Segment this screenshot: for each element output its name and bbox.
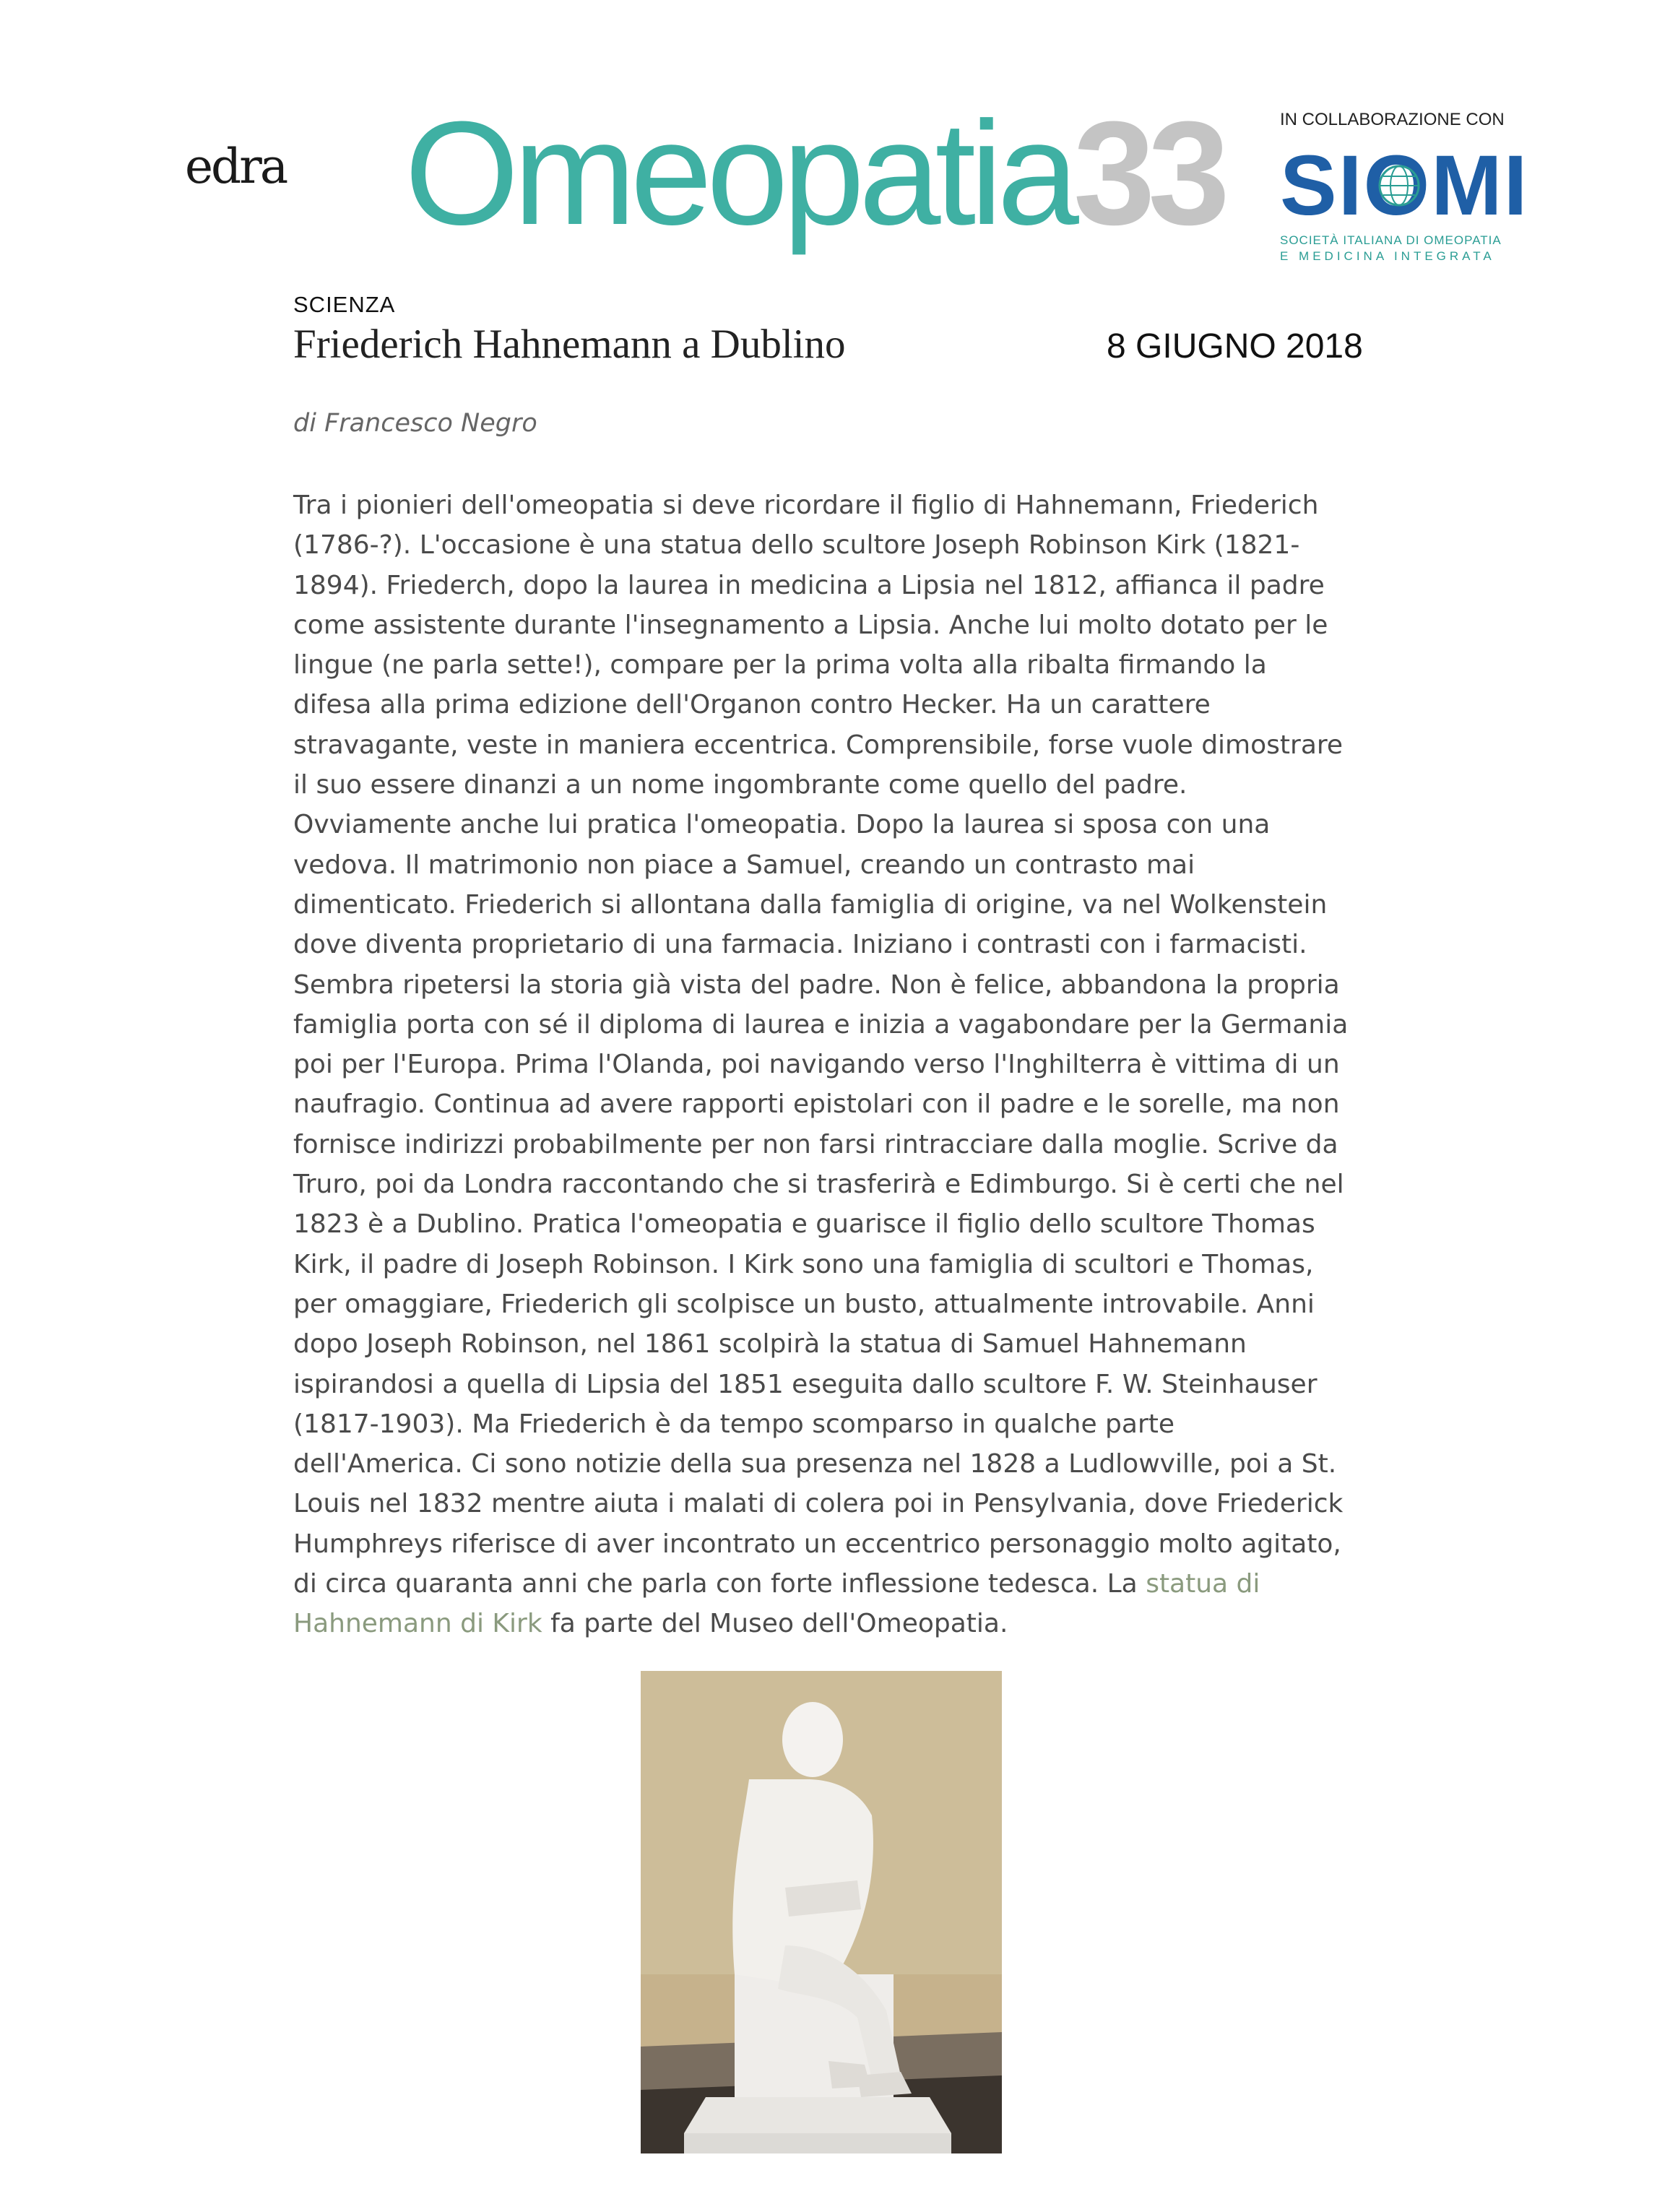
body-line: 1894). Friederch, dopo la laurea in medicina a Lipsia nel 1812, affianca il padre	[293, 570, 1325, 600]
body-line: dopo Joseph Robinson, nel 1861 scolpirà la statua di Samuel Hahnemann	[293, 1329, 1247, 1360]
body-line: difesa alla prima edizione dell'Organon contro Hecker. Ha un carattere	[293, 690, 1211, 720]
article	[293, 292, 1377, 1639]
section-label: SCIENZA	[293, 292, 396, 317]
body-line: fornisce indirizzi probabilmente per non farsi rintracciare dalla moglie. Scrive da	[293, 1129, 1338, 1159]
body-line	[293, 1604, 1384, 1643]
siomi-subtitle-line1: SOCIETÀ ITALIANA DI OMEOPATIA	[1280, 233, 1502, 247]
article-title: Friederich Hahnemann a Dublino	[293, 321, 846, 367]
statue-photo	[641, 1671, 1002, 2153]
body-line: Ovviamente anche lui pratica l'omeopatia. Dopo la laurea si sposa con una	[293, 810, 1271, 840]
statue-image	[641, 1671, 1002, 2153]
edra-logo	[185, 139, 287, 194]
body-line: per omaggiare, Friederich gli scolpisce un busto, attualmente introvabile. Anni	[293, 1289, 1315, 1319]
body-line: vedova. Il matrimonio non piace a Samuel, creando un contrasto mai	[293, 850, 1195, 880]
body-line: dell'America. Ci sono notizie della sua presenza nel 1828 a Ludlowville, poi a St.	[293, 1449, 1337, 1479]
partner-block	[1280, 110, 1529, 264]
edra-logo-text: edra	[185, 139, 287, 194]
body-line: dimenticato. Friederich si allontana dalla famiglia di origine, va nel Wolkenstein	[293, 889, 1328, 920]
siomi-subtitle-line2: E MEDICINA INTEGRATA	[1280, 249, 1495, 263]
body-line: come assistente durante l'insegnamento a Lipsia. Anche lui molto dotato per le	[293, 610, 1328, 640]
page-header	[0, 0, 1670, 275]
body-line: dove diventa proprietario di una farmacia. Iniziano i contrasti con i farmacisti.	[293, 930, 1307, 960]
body-line: Truro, poi da Londra raccontando che si trasferirà e Edimburgo. Si è certi che nel	[293, 1170, 1344, 1200]
body-line: naufragio. Continua ad avere rapporti epistolari con il padre e le sorelle, ma non	[293, 1089, 1340, 1120]
siomi-subtitle	[1280, 233, 1518, 264]
body-line-text: di circa quaranta anni che parla con forte inflessione tedesca. La	[293, 1569, 1138, 1599]
body-line: poi per l'Europa. Prima l'Olanda, poi navigando verso l'Inghilterra è vittima di un	[293, 1050, 1340, 1080]
body-line-text: fa parte del Museo dell'Omeopatia.	[542, 1609, 1008, 1639]
statue-link-continued[interactable]: Hahnemann di Kirk	[293, 1609, 542, 1639]
body-line: ispirandosi a quella di Lipsia del 1851 eseguita dallo scultore F. W. Steinhauser	[293, 1369, 1318, 1399]
body-line: Tra i pionieri dell'omeopatia si deve ricordare il figlio di Hahnemann, Friederich	[293, 491, 1319, 520]
body-line: Humphreys riferisce di aver incontrato un eccentrico personaggio molto agitato,	[293, 1529, 1341, 1559]
body-line: (1786-?). L'occasione è una statua dello scultore Joseph Robinson Kirk (1821-	[293, 530, 1300, 561]
magazine-logo	[404, 91, 1223, 266]
body-line: Kirk, il padre di Joseph Robinson. I Kirk sono una famiglia di scultori e Thomas,	[293, 1249, 1314, 1279]
globe-icon	[1377, 163, 1422, 208]
body-line	[293, 1564, 1384, 1604]
body-line: famiglia porta con sé il diploma di laurea e inizia a vagabondare per la Germania	[293, 1009, 1349, 1040]
article-date: 8 GIUGNO 2018	[1107, 327, 1363, 366]
statue-link[interactable]: statua di	[1146, 1569, 1260, 1599]
collaboration-label: IN COLLABORAZIONE CON	[1280, 110, 1505, 129]
article-body	[293, 485, 1384, 1644]
siomi-logo-text: SIOMI	[1280, 138, 1529, 233]
body-line: (1817-1903). Ma Friederich è da tempo scomparso in qualche parte	[293, 1409, 1175, 1439]
body-line: lingue (ne parla sette!), compare per la prima volta alla ribalta firmando la	[293, 650, 1267, 681]
magazine-number: 33	[1073, 91, 1223, 256]
body-line: Louis nel 1832 mentre aiuta i malati di colera poi in Pensylvania, dove Friederick	[293, 1489, 1344, 1519]
body-line: 1823 è a Dublino. Pratica l'omeopatia e guarisce il figlio dello scultore Thomas	[293, 1209, 1315, 1240]
body-line: Sembra ripetersi la storia già vista del padre. Non è felice, abbandona la propria	[293, 969, 1340, 1000]
siomi-logo	[1280, 138, 1529, 233]
magazine-name: Omeopatia	[404, 91, 1073, 256]
article-byline: di Francesco Negro	[293, 409, 537, 438]
body-line: stravagante, veste in maniera eccentrica. Comprensibile, forse vuole dimostrare	[293, 730, 1344, 760]
body-line: il suo essere dinanzi a un nome ingombrante come quello del padre.	[293, 770, 1187, 800]
